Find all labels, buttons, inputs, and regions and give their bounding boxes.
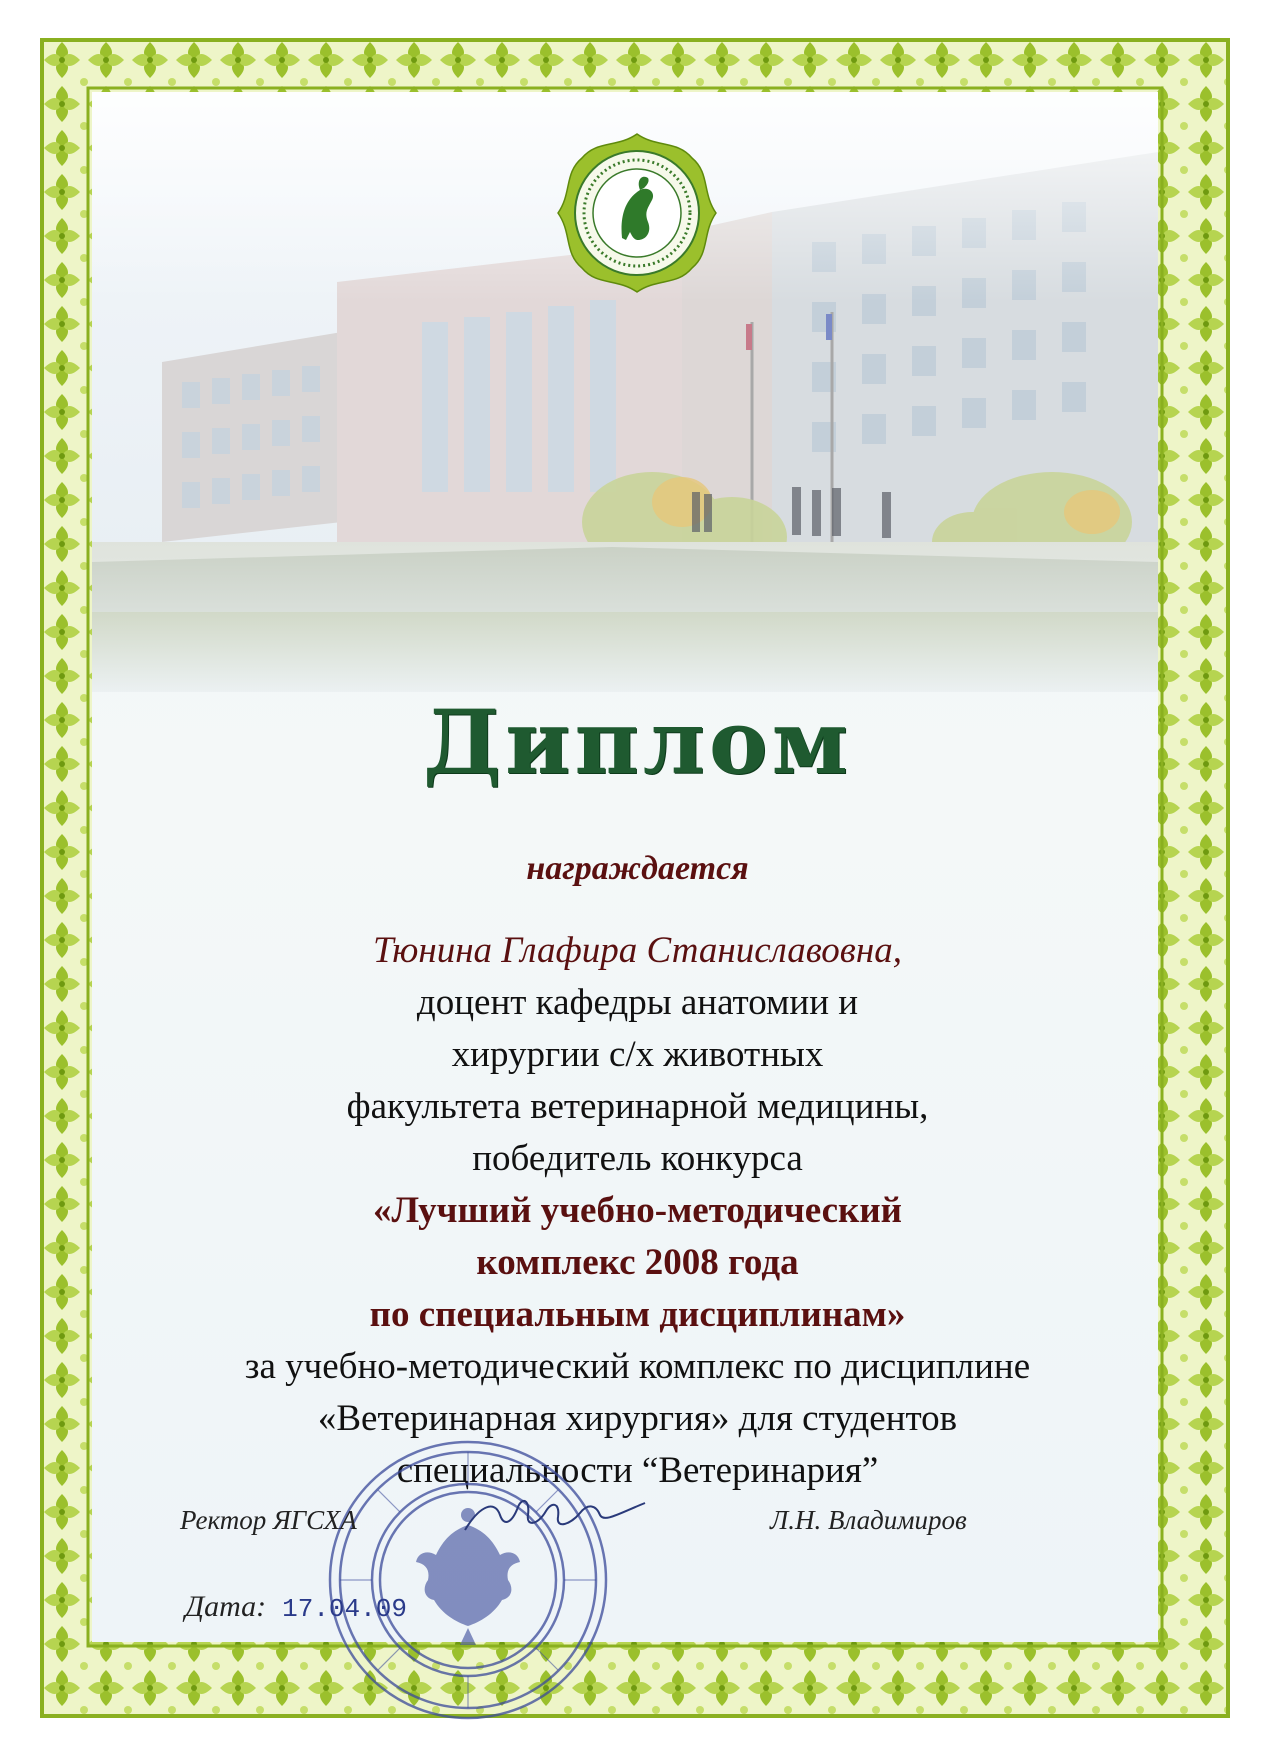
contest-line-2: комплекс 2008 года [476,1242,799,1283]
reason-line-1: за учебно-методический комплекс по дисциплине [244,1346,1031,1387]
position-line-1: доцент кафедры анатомии и [416,982,859,1023]
position-line-2: хирургии с/х животных [451,1034,824,1075]
date-label: Дата: [185,1590,267,1623]
diploma-title: Диплом [422,690,853,794]
rector-label: Ректор ЯГСХА [180,1505,357,1535]
rector-signature [460,1485,650,1545]
official-stamp [318,1430,618,1730]
date-value: 17.04.09 [282,1594,407,1624]
date-row [185,1590,407,1624]
reason-line-2: «Ветеринарная хирургия» для студентов [317,1398,958,1439]
position-line-4: победитель конкурса [472,1138,803,1179]
academy-emblem-logo [552,128,722,298]
award-text [140,925,1135,1497]
awarded-label: награждается [526,850,749,887]
reason-line-3: специальности “Ветеринария” [396,1450,879,1491]
recipient-name: Тюнина Глафира Станиславовна, [373,930,902,971]
contest-line-3: по специальным дисциплинам» [369,1294,906,1335]
position-line-3: факультета ветеринарной медицины, [346,1086,929,1127]
contest-line-1: «Лучший учебно-методический [373,1190,902,1231]
rector-name: Л.Н. Владимиров [770,1505,967,1535]
